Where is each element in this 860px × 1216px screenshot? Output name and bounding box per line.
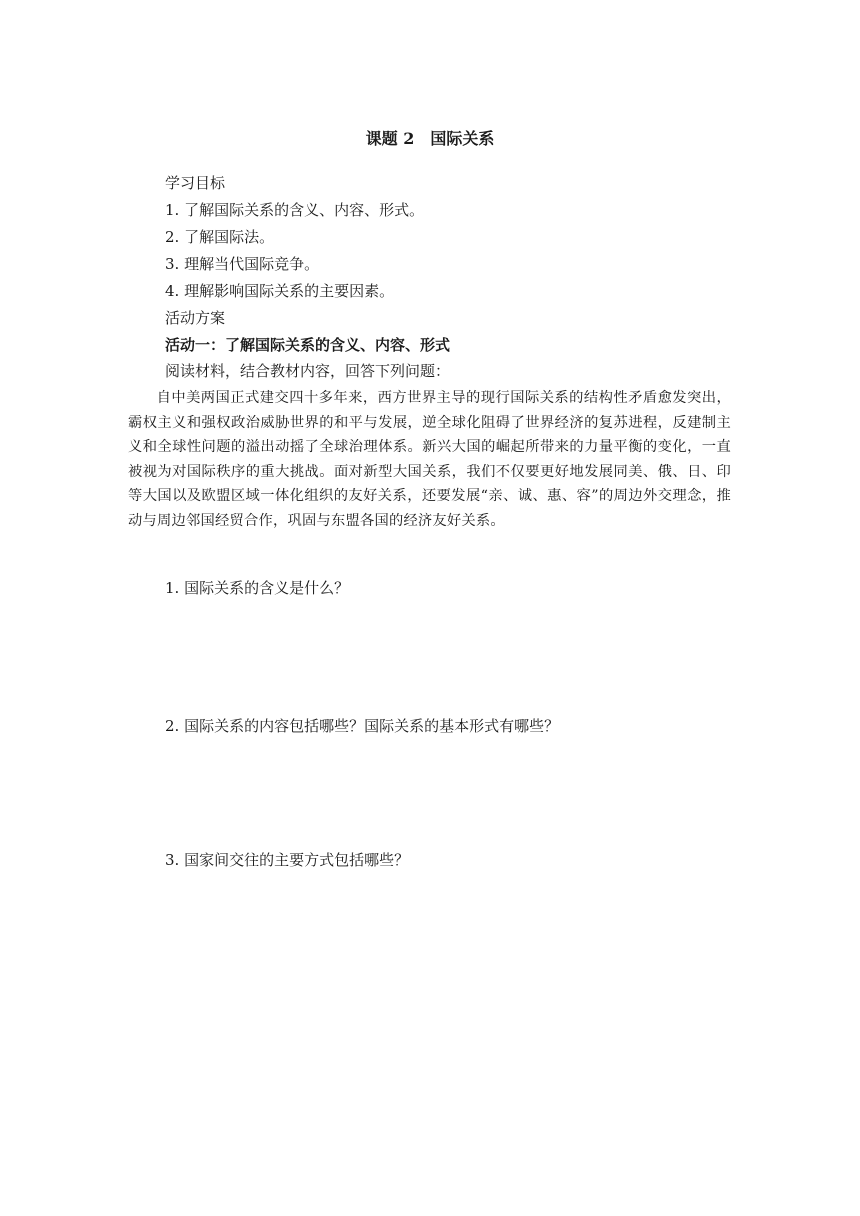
objective-item-2: 2. 了解国际法。 bbox=[165, 228, 275, 246]
question-2: 2. 国际关系的内容包括哪些？国际关系的基本形式有哪些？ bbox=[165, 717, 560, 735]
activity1-title: 活动一：了解国际关系的含义、内容、形式 bbox=[165, 336, 451, 354]
objective-item-3: 3. 理解当代国际竞争。 bbox=[165, 255, 320, 273]
activity-plan-heading: 活动方案 bbox=[165, 309, 226, 327]
lesson-title: 课题 2 国际关系 bbox=[365, 129, 495, 148]
objective-item-1: 1. 了解国际关系的含义、内容、形式。 bbox=[165, 201, 425, 219]
question-1: 1. 国际关系的含义是什么？ bbox=[165, 579, 350, 597]
reading-instruction: 阅读材料，结合教材内容，回答下列问题： bbox=[165, 362, 451, 380]
objectives-heading: 学习目标 bbox=[165, 174, 226, 192]
reading-passage: 自中美两国正式建交四十多年来，西方世界主导的现行国际关系的结构性矛盾愈发突出，霸权主义和强权政治威胁世界的和平与发展，逆全球化阻碍了世界经济的复苏进程，反建制主义和全球性问题的溢出动摇了全球治理体系。新兴大国的崛起所带来的力量平衡的变化，一直被视为对国际秩序的重大挑战。面对新型大国关系，我们不仅要更好地发展同美、俄、日、印等大国以及欧盟区域一体化组织的友好关系，还要发展“亲、诚、惠、容”的周边外交理念，推动与周边邻国经贸合作，巩固与东盟各国的经济友好关系。 bbox=[128, 390, 731, 529]
question-3: 3. 国家间交往的主要方式包括哪些？ bbox=[165, 851, 410, 869]
objective-item-4: 4. 理解影响国际关系的主要因素。 bbox=[165, 282, 395, 300]
